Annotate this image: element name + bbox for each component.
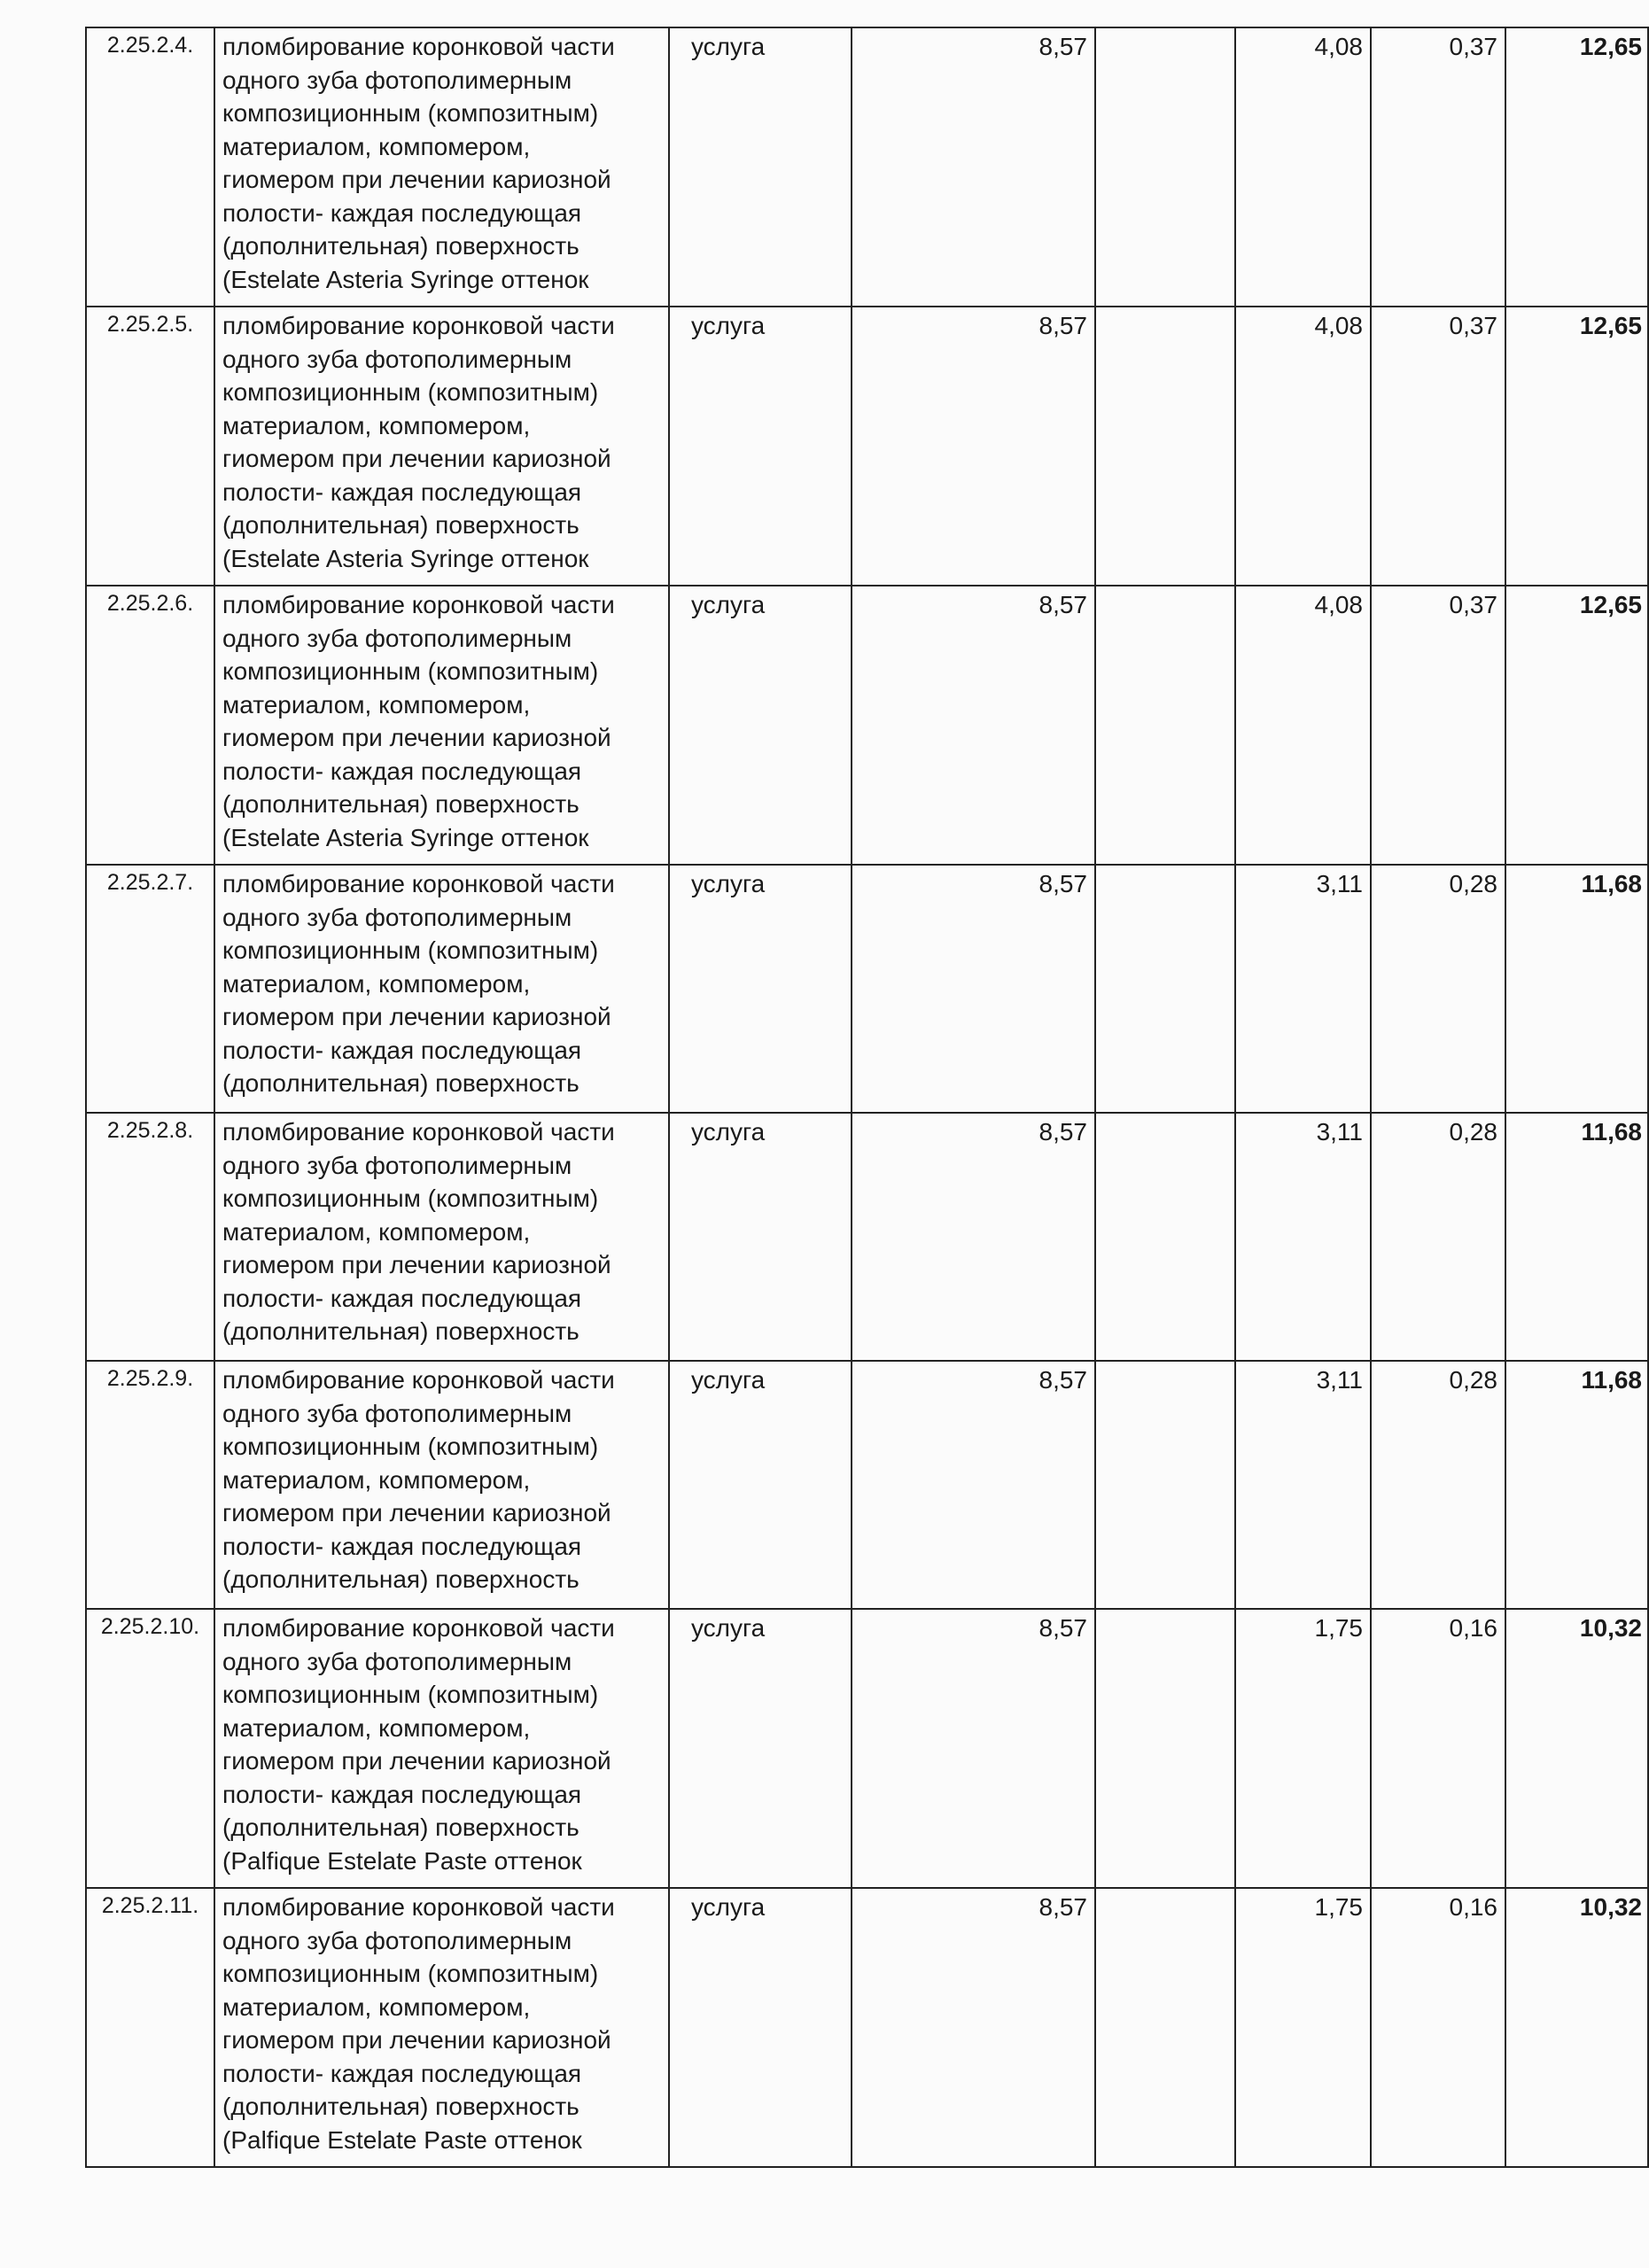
total-price: 11,68	[1505, 1361, 1648, 1609]
value-cell-3: 3,11	[1235, 865, 1371, 1113]
unit-cell: услуга	[669, 586, 852, 865]
description-line: пломбирование коронковой части	[222, 1118, 615, 1146]
service-description	[214, 307, 669, 586]
value-cell-1: 8,57	[852, 586, 1095, 865]
value-cell-3: 4,08	[1235, 27, 1371, 307]
service-description	[214, 1609, 669, 1888]
value-cell-1: 8,57	[852, 27, 1095, 307]
unit-cell: услуга	[669, 1361, 852, 1609]
description-line: одного зуба фотополимерным	[222, 624, 572, 652]
value-cell-1: 8,57	[852, 307, 1095, 586]
description-line: (Estelate Asteria Syringe оттенок	[222, 544, 589, 572]
table-row	[86, 865, 1648, 1113]
description-line: полости- каждая последующая	[222, 1036, 582, 1064]
value-cell-1: 8,57	[852, 1888, 1095, 2167]
description-line: материалом, компомером,	[222, 969, 531, 998]
value-cell-4: 0,37	[1371, 307, 1505, 586]
table-row	[86, 1888, 1648, 2167]
description-line: материалом, компомером,	[222, 1713, 531, 1742]
description-line: (дополнительная) поверхность	[222, 232, 579, 260]
service-description	[214, 586, 669, 865]
value-cell-1: 8,57	[852, 1361, 1095, 1609]
description-line: материалом, компомером,	[222, 411, 531, 439]
total-price: 10,32	[1505, 1609, 1648, 1888]
value-cell-4: 0,28	[1371, 1361, 1505, 1609]
description-line: одного зуба фотополимерным	[222, 903, 572, 931]
description-line: (Estelate Asteria Syringe оттенок	[222, 823, 589, 851]
service-description	[214, 27, 669, 307]
value-cell-4: 0,16	[1371, 1888, 1505, 2167]
value-cell-2	[1095, 865, 1235, 1113]
value-cell-1: 8,57	[852, 1609, 1095, 1888]
description-line: композиционным (композитным)	[222, 1433, 599, 1460]
description-line: композиционным (композитным)	[222, 936, 599, 964]
description-line: одного зуба фотополимерным	[222, 1926, 572, 1954]
service-description	[214, 1888, 669, 2167]
table-row	[86, 1609, 1648, 1888]
description-line: композиционным (композитным)	[222, 99, 599, 127]
description-line: полости- каждая последующая	[222, 1284, 582, 1312]
description-line: полости- каждая последующая	[222, 1780, 582, 1808]
value-cell-4: 0,16	[1371, 1609, 1505, 1888]
description-line: гиомером при лечении кариозной	[222, 2026, 611, 2054]
description-line: (дополнительная) поверхность	[222, 790, 579, 818]
description-line: полости- каждая последующая	[222, 757, 582, 785]
row-number: 2.25.2.4.	[86, 27, 214, 307]
description-line: пломбирование коронковой части	[222, 33, 615, 60]
table-row	[86, 586, 1648, 865]
description-line: одного зуба фотополимерным	[222, 345, 572, 373]
total-price: 12,65	[1505, 27, 1648, 307]
description-line: (дополнительная) поверхность	[222, 511, 579, 539]
description-line: (Estelate Asteria Syringe оттенок	[222, 265, 589, 293]
unit-cell: услуга	[669, 307, 852, 586]
table-row	[86, 27, 1648, 307]
value-cell-2	[1095, 586, 1235, 865]
description-line: (дополнительная) поверхность	[222, 1814, 579, 1841]
value-cell-3: 1,75	[1235, 1888, 1371, 2167]
description-line: материалом, компомером,	[222, 1465, 531, 1494]
unit-cell: услуга	[669, 1609, 852, 1888]
total-price: 12,65	[1505, 307, 1648, 586]
row-number: 2.25.2.11.	[86, 1888, 214, 2167]
description-line: пломбирование коронковой части	[222, 312, 615, 339]
service-description	[214, 1361, 669, 1609]
value-cell-4: 0,37	[1371, 27, 1505, 307]
unit-cell: услуга	[669, 865, 852, 1113]
description-line: гиомером при лечении кариозной	[222, 1003, 611, 1030]
description-line: (дополнительная) поверхность	[222, 1069, 579, 1097]
description-line: полости- каждая последующая	[222, 198, 582, 227]
row-number: 2.25.2.9.	[86, 1361, 214, 1609]
description-line: материалом, компомером,	[222, 1992, 531, 2021]
description-line: пломбирование коронковой части	[222, 1366, 615, 1394]
row-number: 2.25.2.6.	[86, 586, 214, 865]
description-line: пломбирование коронковой части	[222, 1614, 615, 1642]
description-line: композиционным (композитным)	[222, 1960, 599, 1987]
description-line: полости- каждая последующая	[222, 478, 582, 506]
description-line: гиомером при лечении кариозной	[222, 724, 611, 751]
value-cell-2	[1095, 1609, 1235, 1888]
unit-cell: услуга	[669, 1113, 852, 1361]
value-cell-4: 0,28	[1371, 865, 1505, 1113]
unit-cell: услуга	[669, 27, 852, 307]
description-line: (Palfique Estelate Paste оттенок	[222, 1846, 582, 1875]
description-line: материалом, компомером,	[222, 132, 531, 160]
description-line: материалом, компомером,	[222, 690, 531, 718]
value-cell-2	[1095, 27, 1235, 307]
description-line: гиомером при лечении кариозной	[222, 1251, 611, 1278]
total-price: 11,68	[1505, 1113, 1648, 1361]
row-number: 2.25.2.7.	[86, 865, 214, 1113]
price-table-page	[85, 27, 1642, 2168]
description-line: пломбирование коронковой части	[222, 870, 615, 897]
description-line: композиционным (композитным)	[222, 1681, 599, 1708]
value-cell-4: 0,37	[1371, 586, 1505, 865]
description-line: гиомером при лечении кариозной	[222, 1499, 611, 1526]
description-line: полости- каждая последующая	[222, 2059, 582, 2087]
total-price: 11,68	[1505, 865, 1648, 1113]
price-table	[85, 27, 1649, 2168]
description-line: композиционным (композитным)	[222, 657, 599, 685]
table-row	[86, 1113, 1648, 1361]
total-price: 12,65	[1505, 586, 1648, 865]
description-line: (дополнительная) поверхность	[222, 1565, 579, 1593]
row-number: 2.25.2.5.	[86, 307, 214, 586]
service-description	[214, 1113, 669, 1361]
value-cell-2	[1095, 1361, 1235, 1609]
description-line: пломбирование коронковой части	[222, 591, 615, 618]
description-line: одного зуба фотополимерным	[222, 1151, 572, 1179]
value-cell-3: 4,08	[1235, 586, 1371, 865]
row-number: 2.25.2.8.	[86, 1113, 214, 1361]
description-line: полости- каждая последующая	[222, 1532, 582, 1560]
description-line: одного зуба фотополимерным	[222, 1399, 572, 1427]
value-cell-2	[1095, 1113, 1235, 1361]
total-price: 10,32	[1505, 1888, 1648, 2167]
description-line: материалом, компомером,	[222, 1217, 531, 1246]
description-line: композиционным (композитным)	[222, 378, 599, 406]
description-line: композиционным (композитным)	[222, 1184, 599, 1212]
description-line: гиомером при лечении кариозной	[222, 166, 611, 193]
table-row	[86, 1361, 1648, 1609]
value-cell-1: 8,57	[852, 1113, 1095, 1361]
value-cell-2	[1095, 307, 1235, 586]
description-line: пломбирование коронковой части	[222, 1893, 615, 1921]
value-cell-3: 3,11	[1235, 1361, 1371, 1609]
description-line: одного зуба фотополимерным	[222, 1647, 572, 1675]
description-line: (Palfique Estelate Paste оттенок	[222, 2125, 582, 2154]
value-cell-1: 8,57	[852, 865, 1095, 1113]
description-line: гиомером при лечении кариозной	[222, 445, 611, 472]
description-line: (дополнительная) поверхность	[222, 1317, 579, 1345]
description-line: (дополнительная) поверхность	[222, 2093, 579, 2120]
value-cell-4: 0,28	[1371, 1113, 1505, 1361]
value-cell-3: 1,75	[1235, 1609, 1371, 1888]
table-row	[86, 307, 1648, 586]
value-cell-3: 4,08	[1235, 307, 1371, 586]
unit-cell: услуга	[669, 1888, 852, 2167]
value-cell-2	[1095, 1888, 1235, 2167]
value-cell-3: 3,11	[1235, 1113, 1371, 1361]
row-number: 2.25.2.10.	[86, 1609, 214, 1888]
service-description	[214, 865, 669, 1113]
description-line: одного зуба фотополимерным	[222, 66, 572, 94]
description-line: гиомером при лечении кариозной	[222, 1747, 611, 1775]
